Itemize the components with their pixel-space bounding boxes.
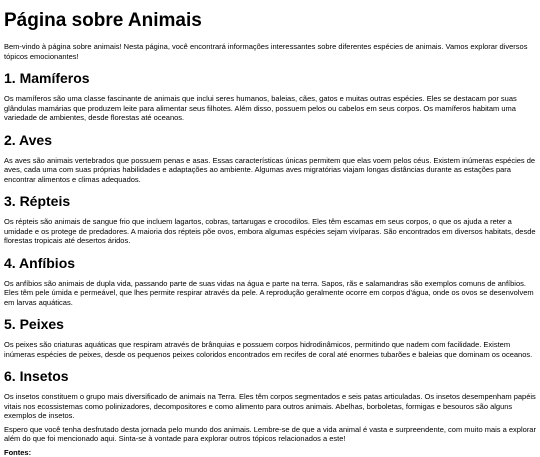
section-text-peixes: Os peixes são criaturas aquáticas que respiram através de brânquias e possuem corpos hidrodinâmicos, permitindo que nadem com facilidade. Existem inúmeras espécies de peixes, desde os pequenos peixes coloridos encontrados em recifes de coral até enormes tubarões e baleias que dominam os oceanos.	[4, 340, 536, 359]
section-heading-repteis: 3. Répteis	[4, 193, 536, 209]
section-heading-peixes: 5. Peixes	[4, 316, 536, 332]
page-title: Página sobre Animais	[4, 10, 536, 32]
section-text-mamiferos: Os mamíferos são uma classe fascinante de animais que inclui seres humanos, baleias, cães, gatos e muitas outras espécies. Eles se destacam por suas glândulas mamárias que produzem leite para alimentar seus filhotes. Além disso, possuem pelos ou cabelos em seus corpos. Os mamíferos habitam uma variedade de ambientes, desde florestas até oceanos.	[4, 94, 536, 123]
intro-paragraph: Bem-vindo à página sobre animais! Nesta página, você encontrará informações interessantes sobre diferentes espécies de animais. Vamos explorar diversos tópicos emocionantes!	[4, 42, 536, 61]
section-heading-aves: 2. Aves	[4, 132, 536, 148]
section-heading-anfibios: 4. Anfíbios	[4, 255, 536, 271]
section-text-insetos: Os insetos constituem o grupo mais diversificado de animais na Terra. Eles têm corpos segmentados e seis patas articuladas. Os insetos desempenham papéis vitais nos ecossistemas como polinizadores, decompositores e como alimento para outros animais. Abelhas, borboletas, formigas e besouros são alguns exemplos de insetos.	[4, 392, 536, 421]
section-text-anfibios: Os anfíbios são animais de dupla vida, passando parte de suas vidas na água e parte na terra. Sapos, rãs e salamandras são exemplos comuns de anfíbios. Eles têm pele úmida e permeável, que lhes permite respirar através da pele. A reprodução geralmente ocorre em corpos d'água, onde os ovos se desenvolvem em larvas aquáticas.	[4, 279, 536, 308]
closing-paragraph: Espero que você tenha desfrutado desta jornada pelo mundo dos animais. Lembre-se de que a vida animal é vasta e surpreendente, com muito mais a explorar além do que foi mencionado aqui. Sinta-se à vontade para explorar outros tópicos relacionados a este!	[4, 425, 536, 444]
section-heading-insetos: 6. Insetos	[4, 368, 536, 384]
section-text-aves: As aves são animais vertebrados que possuem penas e asas. Essas características únicas permitem que elas voem pelos céus. Existem inúmeras espécies de aves, cada uma com suas próprias habilidades e adaptações ao ambiente. Algumas aves migratórias viajam longas distâncias durante as estações para encontrar alimentos e climas adequados.	[4, 156, 536, 185]
section-text-repteis: Os répteis são animais de sangue frio que incluem lagartos, cobras, tartarugas e crocodilos. Eles têm escamas em seus corpos, o que os ajuda a reter a umidade e os protege de predadores. A maioria dos répteis põe ovos, embora algumas espécies sejam vivíparas. São encontrados em diversos habitats, desde florestas tropicais até desertos áridos.	[4, 217, 536, 246]
section-heading-mamiferos: 1. Mamíferos	[4, 70, 536, 86]
sources-label: Fontes:	[4, 448, 536, 457]
